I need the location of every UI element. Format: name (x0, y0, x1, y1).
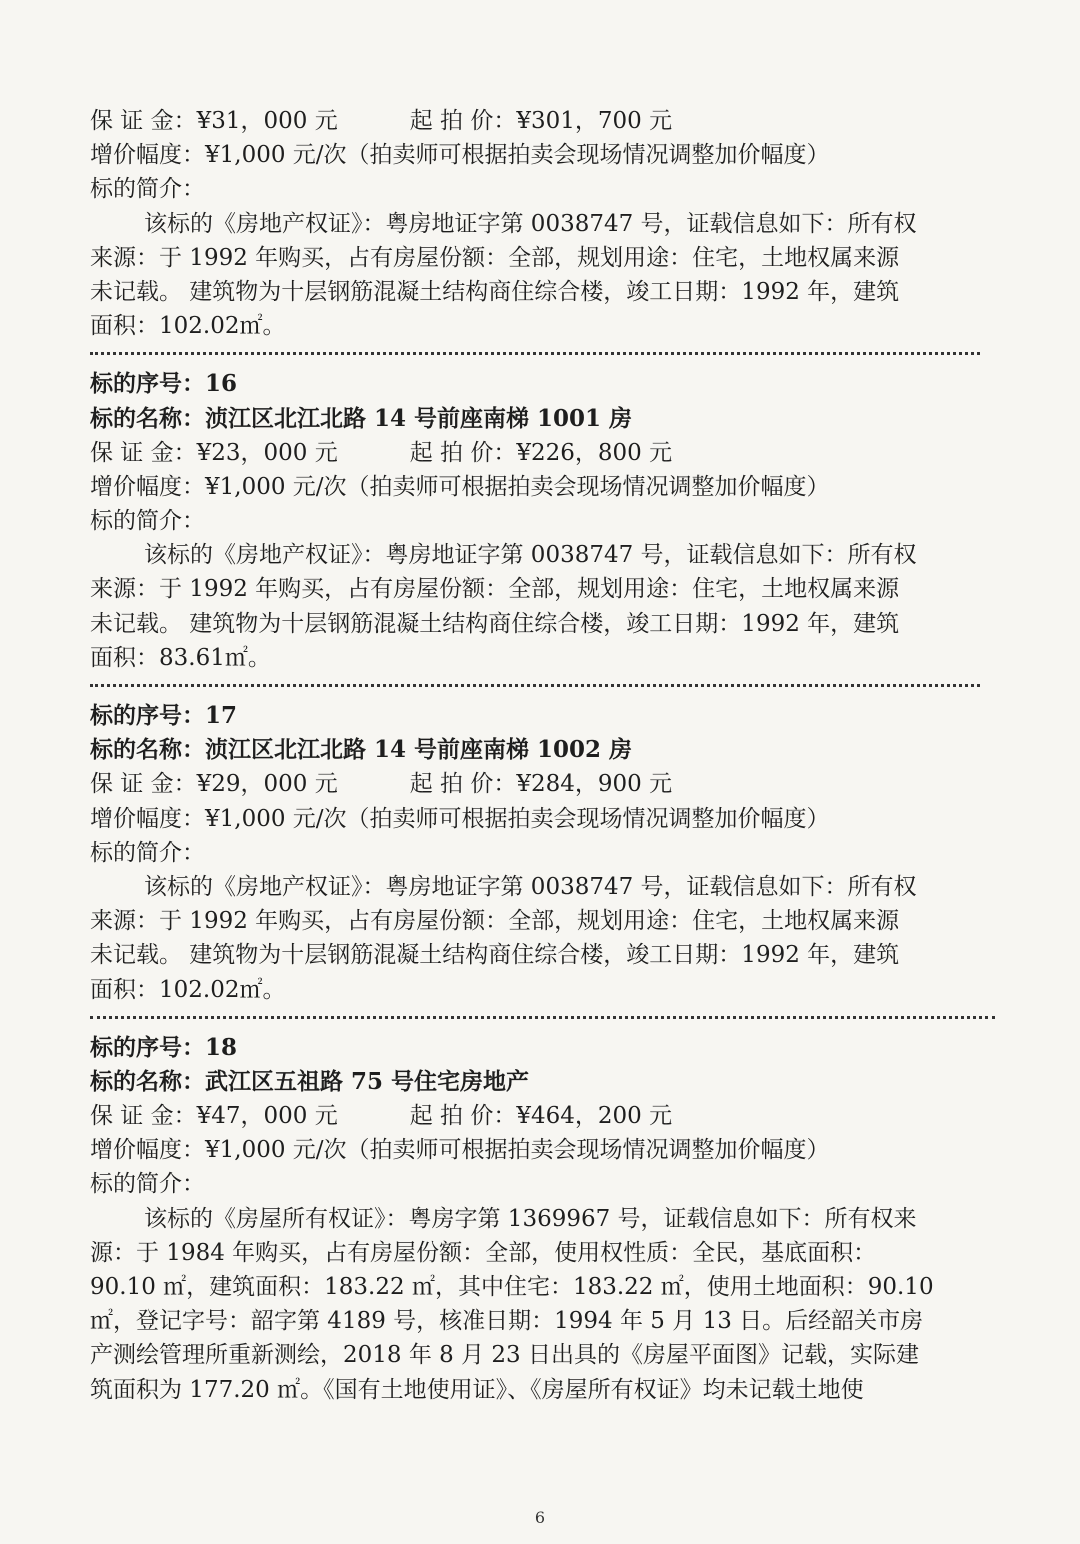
increment-line: 增价幅度：¥1,000 元/次（拍卖师可根据拍卖会现场情况调整加价幅度） (90, 142, 830, 169)
lot-number: 标的序号：16 (90, 370, 238, 398)
lot-block (90, 699, 1010, 1007)
description-line: 来源：于 1992 年购买，占有房屋份额：全部，规划用途：住宅，土地权属来源 (90, 576, 900, 603)
dotted-separator (90, 1016, 995, 1019)
start-price-value: ¥284，900 元 (516, 771, 673, 798)
description-line: 该标的《房地产权证》：粤房地证字第 0038747 号，证载信息如下：所有权 (144, 542, 917, 569)
description-line: 该标的《房屋所有权证》：粤房字第 1369967 号，证载信息如下：所有权来 (144, 1205, 917, 1232)
start-price-label: 起 拍 价： (409, 771, 517, 798)
start-price-value: ¥301，700 元 (516, 108, 673, 134)
description-line: 该标的《房地产权证》：粤房地证字第 0038747 号，证载信息如下：所有权 (144, 873, 917, 900)
page-number: 6 (534, 1508, 546, 1527)
start-price-label: 起 拍 价： (409, 1103, 517, 1130)
deposit-label: 保 证 金： (90, 1103, 197, 1130)
deposit-label: 保 证 金： (90, 108, 197, 134)
description-line: 90.10 ㎡，建筑面积：183.22 ㎡，其中住宅：183.22 ㎡，使用土地面积：90.10 (90, 1274, 934, 1300)
price-row (90, 436, 1010, 470)
description-line: 来源：于 1992 年购买，占有房屋份额：全部，规划用途：住宅，土地权属来源 (90, 908, 900, 935)
description-line: 筑面积为 177.20 ㎡。《国有土地使用证》、《房屋所有权证》均未记载土地使 (90, 1376, 864, 1403)
description-line: 未记载。 建筑物为十层钢筋混凝土结构商住综合楼，竣工日期：1992 年，建筑 (90, 610, 900, 637)
start-price-label: 起 拍 价： (409, 108, 517, 134)
start-price-value: ¥464，200 元 (516, 1103, 673, 1130)
description-line: ㎡，登记字号：韶字第 4189 号，核准日期：1994 年 5 月 13 日。后经韶关市房 (90, 1308, 924, 1335)
deposit-value: ¥29，000 元 (196, 771, 338, 798)
description-line: 源：于 1984 年购买，占有房屋份额：全部，使用权性质：全民，基底面积： (90, 1239, 877, 1266)
deposit-value: ¥47，000 元 (196, 1103, 338, 1130)
description-line: 未记载。 建筑物为十层钢筋混凝土结构商住综合楼，竣工日期：1992 年，建筑 (90, 278, 900, 305)
lot-number: 标的序号：17 (90, 702, 238, 729)
description-line: 未记载。 建筑物为十层钢筋混凝土结构商住综合楼，竣工日期：1992 年，建筑 (90, 942, 900, 969)
description-line: 面积：83.61㎡。 (90, 644, 271, 671)
document-body (90, 104, 1010, 1407)
dotted-separator (90, 352, 980, 355)
description-line: 来源：于 1992 年购买，占有房屋份额：全部，规划用途：住宅，土地权属来源 (90, 244, 900, 271)
intro-label: 标的简介： (90, 1171, 205, 1198)
deposit-value: ¥31，000 元 (196, 108, 338, 134)
deposit-value: ¥23，000 元 (196, 439, 338, 466)
lot-name: 标的名称：武江区五祖路 75 号住宅房地产 (90, 1067, 530, 1095)
lot-name: 标的名称：浈江区北江北路 14 号前座南梯 1002 房 (90, 736, 633, 764)
dotted-separator (90, 684, 980, 687)
description-line: 产测绘管理所重新测绘，2018 年 8 月 23 日出具的《房屋平面图》记载，实际建 (90, 1342, 919, 1369)
deposit-label: 保 证 金： (90, 439, 197, 466)
deposit-label: 保 证 金： (90, 771, 197, 798)
description-line: 面积：102.02㎡。 (90, 976, 286, 1003)
increment-line: 增价幅度：¥1,000 元/次（拍卖师可根据拍卖会现场情况调整加价幅度） (90, 473, 830, 500)
description-line: 该标的《房地产权证》：粤房地证字第 0038747 号，证载信息如下：所有权 (144, 210, 917, 237)
increment-line: 增价幅度：¥1,000 元/次（拍卖师可根据拍卖会现场情况调整加价幅度） (90, 805, 830, 832)
intro-label: 标的简介： (90, 176, 205, 203)
description-line: 面积：102.02㎡。 (90, 313, 286, 340)
lot-block (90, 1031, 1010, 1407)
lot-block (90, 104, 1010, 343)
increment-line: 增价幅度：¥1,000 元/次（拍卖师可根据拍卖会现场情况调整加价幅度） (90, 1137, 830, 1164)
price-row (90, 1099, 1010, 1133)
lot-number: 标的序号：18 (90, 1033, 238, 1061)
start-price-value: ¥226，800 元 (516, 439, 673, 466)
start-price-label: 起 拍 价： (409, 439, 517, 466)
price-row (90, 767, 1010, 801)
intro-label: 标的简介： (90, 508, 205, 535)
lot-block (90, 367, 1010, 675)
lot-name: 标的名称：浈江区北江北路 14 号前座南梯 1001 房 (90, 404, 633, 432)
price-row (90, 104, 1010, 138)
intro-label: 标的简介： (90, 839, 205, 866)
